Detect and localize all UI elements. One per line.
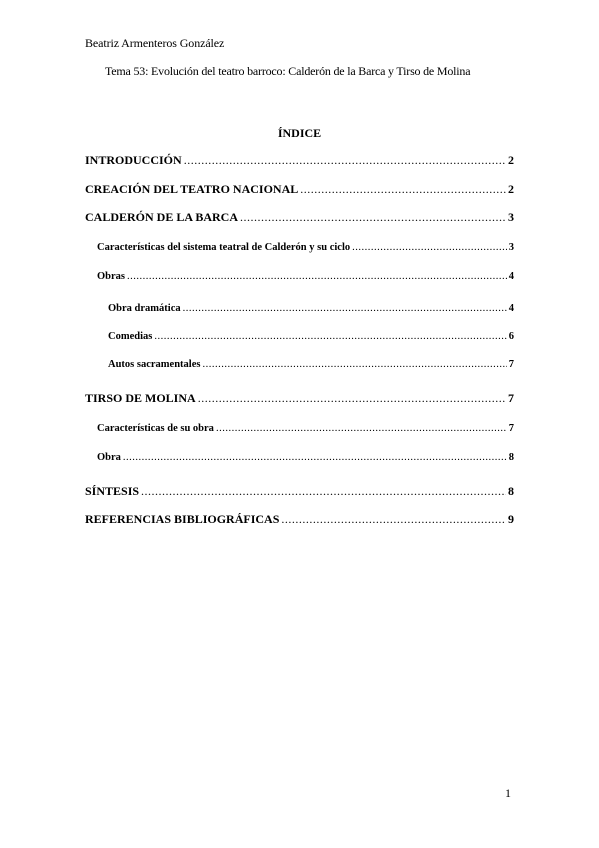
toc-entry-page: 2	[508, 182, 514, 196]
toc-leader-dots	[198, 391, 506, 406]
page-number: 1	[505, 786, 511, 800]
toc-entry-label: Características de su obra	[97, 423, 214, 434]
toc-leader-dots	[184, 153, 506, 168]
toc-leader-dots	[281, 512, 506, 527]
toc-leader-dots	[123, 452, 507, 463]
toc-entry-obra-tirso[interactable]	[97, 452, 514, 463]
toc-entry-obras[interactable]	[97, 271, 514, 282]
toc-leader-dots	[216, 423, 507, 434]
toc-entry-autos-sacramentales[interactable]	[108, 359, 514, 370]
toc-entry-page: 7	[508, 359, 514, 370]
toc-entry-tirso[interactable]	[85, 391, 514, 406]
toc-title: ÍNDICE	[277, 126, 322, 140]
toc-entry-comedias[interactable]	[108, 331, 514, 342]
toc-leader-dots	[202, 359, 506, 370]
toc-leader-dots	[240, 210, 506, 225]
toc-entry-label: Obras	[97, 271, 126, 282]
toc-entry-label: CREACIÓN DEL TEATRO NACIONAL	[85, 182, 299, 196]
header-author: Beatriz Armenteros González	[85, 36, 225, 50]
toc-entry-page: 3	[508, 242, 514, 253]
toc-entry-label: REFERENCIAS BIBLIOGRÁFICAS	[85, 512, 280, 526]
toc-leader-dots	[154, 331, 506, 342]
toc-leader-dots	[352, 242, 507, 253]
toc-leader-dots	[183, 303, 507, 314]
toc-entry-obra-dramatica[interactable]	[108, 303, 514, 314]
toc-entry-label: CALDERÓN DE LA BARCA	[85, 210, 239, 224]
toc-leader-dots	[141, 484, 506, 499]
toc-leader-dots	[127, 271, 507, 282]
toc-entry-label: Obra	[97, 452, 121, 463]
toc-entry-page: 7	[508, 423, 514, 434]
toc-entry-page: 8	[508, 452, 514, 463]
toc-entry-label: INTRODUCCIÓN	[85, 153, 182, 167]
toc-entry-caracteristicas-calderon[interactable]	[97, 242, 514, 253]
toc-entry-label: Obra dramática	[108, 303, 181, 314]
toc-entry-page: 4	[508, 303, 514, 314]
toc-entry-page: 3	[508, 210, 514, 224]
toc-entry-referencias[interactable]	[85, 512, 514, 527]
toc-entry-label: SÍNTESIS	[85, 484, 140, 498]
toc-entry-sintesis[interactable]	[85, 484, 514, 499]
toc-entry-page: 2	[508, 153, 514, 167]
toc-entry-label: Comedias	[108, 331, 153, 342]
toc-entry-page: 7	[508, 391, 514, 405]
toc-entry-creacion-teatro-nacional[interactable]	[85, 182, 514, 197]
toc-entry-label: Características del sistema teatral de Calderón y su ciclo	[97, 242, 351, 253]
header-subject: Tema 53: Evolución del teatro barroco: Calderón de la Barca y Tirso de Molina	[105, 64, 471, 78]
toc-entry-introduccion[interactable]	[85, 153, 514, 168]
toc-entry-label: TIRSO DE MOLINA	[85, 391, 196, 405]
toc-entry-caracteristicas-tirso[interactable]	[97, 423, 514, 434]
toc-entry-page: 6	[508, 331, 514, 342]
toc-entry-label: Autos sacramentales	[108, 359, 201, 370]
toc-entry-page: 4	[508, 271, 514, 282]
toc-entry-page: 8	[508, 484, 514, 498]
toc-leader-dots	[300, 182, 506, 197]
toc-entry-calderon[interactable]	[85, 210, 514, 225]
toc-entry-page: 9	[508, 512, 514, 526]
